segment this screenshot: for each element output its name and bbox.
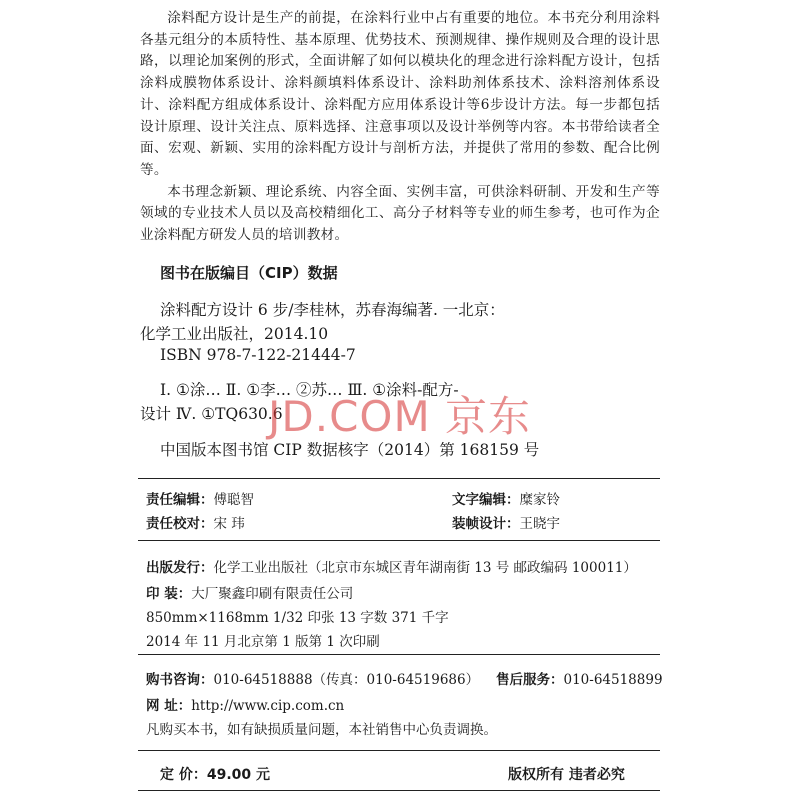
- text-editor-label: 文字编辑: [452, 492, 506, 508]
- after-sales-value: 010-64518899: [563, 672, 663, 688]
- description-paragraph: 涂料配方设计是生产的前提，在涂料行业中占有重要的地位。本书充分利用涂料各基元组分的本质特性、基本原理、优势技术、预测规律、操作规则及合理的设计思路，以理论加案例的形式，全面讲解了如何以模块化的理念进行涂料配方设计，包括涂料成膜物体系设计、涂料颜填料体系设计、涂料助剂体系技术、涂料溶剂体系设计、涂料配方组成体系设计、涂料配方应用体系设计等6步设计方法。每一步都包括设计原理、设计关注点、原料选择、注意事项以及设计举例等内容。本书带给读者全面、宏观、新颖、实用的涂料配方设计与剖析方法，并提供了常用的参数、配合比例等。: [140, 10, 660, 178]
- printer-info: [146, 582, 353, 602]
- replacement-notice: 凡购买本书，如有缺损质量问题，本社销售中心负责调换。: [146, 722, 497, 738]
- purchase-label: 购书咨询：: [146, 672, 214, 688]
- description-paragraph: 本书理念新颖、理论系统、内容全面、实例丰富，可供涂料研制、开发和生产等领域的专业技术人员以及高校精细化工、高分子材料等专业的师生参考，也可作为企业涂料配方研发人员的培训教材。: [140, 183, 660, 244]
- website-label: 网 址：: [146, 698, 192, 714]
- label-separator: ：: [200, 516, 214, 532]
- binding-design-label: 装帧设计: [452, 516, 506, 532]
- divider: [138, 654, 660, 655]
- cip-classification-line: Ⅰ. ①涂… Ⅱ. ①李… ②苏… Ⅲ. ①涂料-配方-: [160, 381, 459, 399]
- proofreader-label: 责任校对: [146, 516, 200, 532]
- proofreader-value: 宋 玮: [213, 516, 245, 532]
- divider: [138, 478, 660, 479]
- cip-title-line: 涂料配方设计 6 步/李桂林，苏春海编著. 一北京：: [160, 301, 505, 319]
- divider: [138, 750, 660, 751]
- label-separator: ：: [506, 516, 520, 532]
- text-editor-value: 糜家铃: [519, 492, 560, 508]
- label-separator: ：: [200, 492, 214, 508]
- cip-record-number: 中国版本图书馆 CIP 数据核字（2014）第 168159 号: [160, 441, 540, 459]
- jd-watermark: JD.COM 京东: [268, 392, 532, 441]
- rights-notice: 版权所有 违者必究: [508, 767, 625, 783]
- publisher-value: 化学工业出版社（北京市东城区青年湖南街 13 号 邮政编码 100011）: [213, 560, 637, 576]
- responsible-editor-label: 责任编辑: [146, 492, 200, 508]
- binding-design: [452, 512, 560, 532]
- printer-value: 大厂聚鑫印刷有限责任公司: [191, 586, 354, 602]
- binding-design-value: 王晓宇: [519, 516, 560, 532]
- price-label: 定 价：: [160, 767, 207, 783]
- divider: [138, 790, 660, 791]
- purchase-contact: [146, 668, 479, 688]
- printer-label: 印 装：: [146, 586, 192, 602]
- format-info: 850mm×1168mm 1/32 印张 13 字数 371 千字: [146, 610, 449, 626]
- after-sales-label: 售后服务：: [496, 672, 564, 688]
- publisher-label: 出版发行：: [146, 560, 214, 576]
- cip-classification-line: 设计 Ⅳ. ①TQ630.6: [140, 405, 283, 423]
- edition-info: 2014 年 11 月北京第 1 版第 1 次印刷: [146, 634, 380, 650]
- website-value: http://www.cip.com.cn: [191, 698, 345, 714]
- purchase-value: 010-64518888（传真：010-64519686）: [213, 672, 480, 688]
- price-value: 49.00 元: [206, 767, 271, 783]
- book-description: [140, 8, 660, 247]
- price-info: [160, 764, 270, 784]
- label-separator: ：: [506, 492, 520, 508]
- cip-publisher-line: 化学工业出版社，2014.10: [140, 325, 329, 343]
- proofreader: [146, 512, 245, 532]
- cip-heading: 图书在版编目（CIP）数据: [160, 264, 338, 282]
- divider: [138, 540, 660, 541]
- responsible-editor: [146, 488, 254, 508]
- text-editor: [452, 488, 560, 508]
- after-sales-contact: [496, 668, 663, 688]
- cip-isbn-line: ISBN 978-7-122-21444-7: [160, 346, 356, 364]
- website-info: [146, 694, 344, 714]
- publisher-info: [146, 556, 637, 576]
- responsible-editor-value: 傅聪智: [213, 492, 254, 508]
